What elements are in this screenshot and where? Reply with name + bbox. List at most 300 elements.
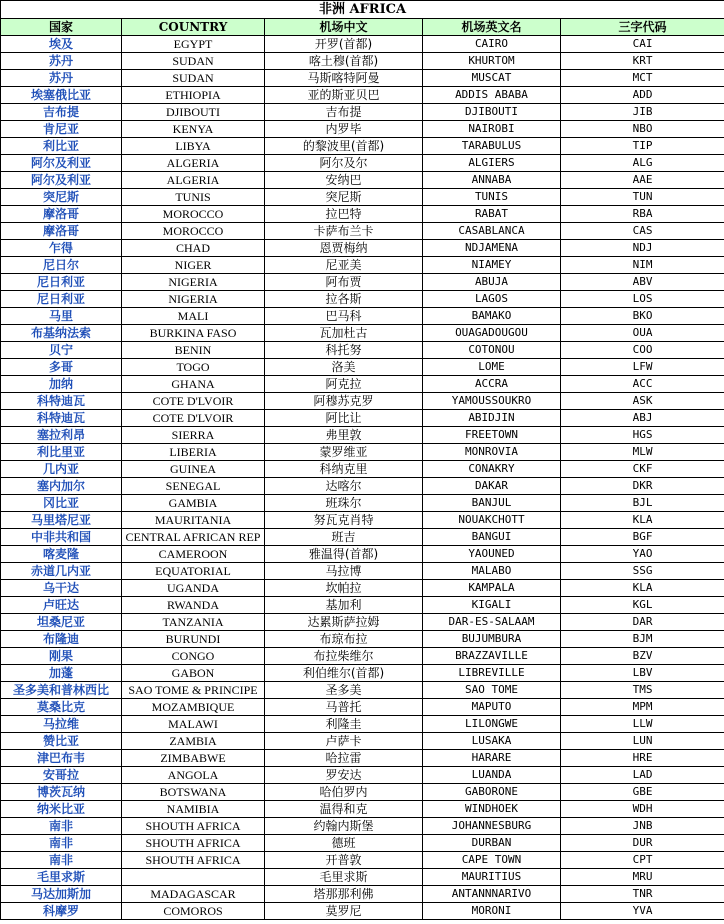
country-cn-cell[interactable]: 塞内加尔: [1, 478, 122, 495]
airport-en-cell[interactable]: HARARE: [423, 750, 561, 767]
country-cn-cell[interactable]: 马里: [1, 308, 122, 325]
country-en-cell[interactable]: LIBERIA: [122, 444, 265, 461]
table-row: [1, 325, 724, 342]
country-en-cell[interactable]: [122, 869, 265, 886]
country-cn-cell[interactable]: 吉布提: [1, 104, 122, 121]
airport-cn-cell[interactable]: 利伯维尔(首都): [265, 665, 423, 682]
iata-code-cell[interactable]: ASK: [561, 393, 724, 410]
iata-code-cell[interactable]: TNR: [561, 886, 724, 903]
country-en-cell[interactable]: GAMBIA: [122, 495, 265, 512]
country-en-cell[interactable]: COTE D'LVOIR: [122, 393, 265, 410]
iata-code-cell[interactable]: NBO: [561, 121, 724, 138]
airport-cn-cell[interactable]: 罗安达: [265, 767, 423, 784]
country-en-cell[interactable]: BURUNDI: [122, 631, 265, 648]
country-cn-cell[interactable]: 马拉维: [1, 716, 122, 733]
country-en-cell[interactable]: SIERRA: [122, 427, 265, 444]
country-cn-cell[interactable]: 几内亚: [1, 461, 122, 478]
airport-en-cell[interactable]: KIGALI: [423, 597, 561, 614]
airport-cn-cell[interactable]: 突尼斯: [265, 189, 423, 206]
country-en-cell[interactable]: CHAD: [122, 240, 265, 257]
country-cn-cell[interactable]: 马里塔尼亚: [1, 512, 122, 529]
airport-cn-cell[interactable]: 布琼布拉: [265, 631, 423, 648]
airport-en-cell[interactable]: OUAGADOUGOU: [423, 325, 561, 342]
country-cn-cell[interactable]: 南非: [1, 852, 122, 869]
country-en-cell[interactable]: MOROCCO: [122, 223, 265, 240]
iata-code-cell[interactable]: LAD: [561, 767, 724, 784]
country-en-cell[interactable]: COTE D'LVOIR: [122, 410, 265, 427]
iata-code-cell[interactable]: ACC: [561, 376, 724, 393]
airport-en-cell[interactable]: RABAT: [423, 206, 561, 223]
iata-code-cell[interactable]: BJM: [561, 631, 724, 648]
iata-code-cell[interactable]: MRU: [561, 869, 724, 886]
country-en-cell[interactable]: SHOUTH AFRICA: [122, 835, 265, 852]
table-row: [1, 189, 724, 206]
iata-code-cell[interactable]: ALG: [561, 155, 724, 172]
airport-cn-cell[interactable]: 瓦加杜古: [265, 325, 423, 342]
country-en-cell[interactable]: GHANA: [122, 376, 265, 393]
airport-en-cell[interactable]: NAIROBI: [423, 121, 561, 138]
airport-cn-cell[interactable]: 科纳克里: [265, 461, 423, 478]
airport-en-cell[interactable]: CASABLANCA: [423, 223, 561, 240]
title-row: [1, 1, 724, 19]
iata-code-cell[interactable]: DKR: [561, 478, 724, 495]
country-cn-cell[interactable]: 贝宁: [1, 342, 122, 359]
table-row: [1, 257, 724, 274]
iata-code-cell[interactable]: BKO: [561, 308, 724, 325]
country-cn-cell[interactable]: 卢旺达: [1, 597, 122, 614]
table-row: [1, 104, 724, 121]
airport-en-cell[interactable]: ABIDJIN: [423, 410, 561, 427]
country-cn-cell[interactable]: 加纳: [1, 376, 122, 393]
iata-code-cell[interactable]: COO: [561, 342, 724, 359]
country-en-cell[interactable]: NIGERIA: [122, 291, 265, 308]
iata-code-cell[interactable]: YVA: [561, 903, 724, 920]
iata-code-cell[interactable]: LBV: [561, 665, 724, 682]
table-row: [1, 818, 724, 835]
country-cn-cell[interactable]: 赞比亚: [1, 733, 122, 750]
country-en-cell[interactable]: TUNIS: [122, 189, 265, 206]
airport-en-cell[interactable]: LUANDA: [423, 767, 561, 784]
table-row: [1, 478, 724, 495]
table-row: [1, 835, 724, 852]
airport-en-cell[interactable]: TUNIS: [423, 189, 561, 206]
airport-en-cell[interactable]: GABORONE: [423, 784, 561, 801]
table-row: [1, 869, 724, 886]
iata-code-cell[interactable]: KLA: [561, 512, 724, 529]
country-en-cell[interactable]: SENEGAL: [122, 478, 265, 495]
table-row: [1, 308, 724, 325]
table-row: [1, 291, 724, 308]
table-row: [1, 70, 724, 87]
airport-en-cell[interactable]: LOME: [423, 359, 561, 376]
iata-code-cell[interactable]: TUN: [561, 189, 724, 206]
country-en-cell[interactable]: EQUATORIAL: [122, 563, 265, 580]
country-en-cell[interactable]: NIGER: [122, 257, 265, 274]
airport-en-cell[interactable]: CAPE TOWN: [423, 852, 561, 869]
country-cn-cell[interactable]: 埃塞俄比亚: [1, 87, 122, 104]
airport-en-cell[interactable]: KAMPALA: [423, 580, 561, 597]
iata-code-cell[interactable]: JIB: [561, 104, 724, 121]
airport-cn-cell[interactable]: 布拉柴维尔: [265, 648, 423, 665]
airport-cn-cell[interactable]: 基加利: [265, 597, 423, 614]
airport-cn-cell[interactable]: 达喀尔: [265, 478, 423, 495]
airport-en-cell[interactable]: LILONGWE: [423, 716, 561, 733]
airport-cn-cell[interactable]: 约翰内斯堡: [265, 818, 423, 835]
country-en-cell[interactable]: ANGOLA: [122, 767, 265, 784]
airport-cn-cell[interactable]: 拉各斯: [265, 291, 423, 308]
country-en-cell[interactable]: GABON: [122, 665, 265, 682]
country-cn-cell[interactable]: 冈比亚: [1, 495, 122, 512]
airport-en-cell[interactable]: BANJUL: [423, 495, 561, 512]
airport-en-cell[interactable]: ANNABA: [423, 172, 561, 189]
table-row: [1, 580, 724, 597]
table-row: [1, 767, 724, 784]
airport-en-cell[interactable]: DAR-ES-SALAAM: [423, 614, 561, 631]
country-en-cell[interactable]: MALI: [122, 308, 265, 325]
country-en-cell[interactable]: CAMEROON: [122, 546, 265, 563]
table-row: [1, 87, 724, 104]
country-en-cell[interactable]: ZIMBABWE: [122, 750, 265, 767]
country-cn-cell[interactable]: 南非: [1, 835, 122, 852]
country-en-cell[interactable]: ALGERIA: [122, 172, 265, 189]
airport-en-cell[interactable]: JOHANNESBURG: [423, 818, 561, 835]
country-cn-cell[interactable]: 中非共和国: [1, 529, 122, 546]
iata-code-cell[interactable]: LFW: [561, 359, 724, 376]
country-en-cell[interactable]: GUINEA: [122, 461, 265, 478]
airport-en-cell[interactable]: SAO TOME: [423, 682, 561, 699]
country-cn-cell[interactable]: 科摩罗: [1, 903, 122, 920]
airport-en-cell[interactable]: DAKAR: [423, 478, 561, 495]
iata-code-cell[interactable]: BGF: [561, 529, 724, 546]
country-cn-cell[interactable]: 尼日利亚: [1, 274, 122, 291]
country-cn-cell[interactable]: 圣多美和普林西比: [1, 682, 122, 699]
iata-code-cell[interactable]: CAS: [561, 223, 724, 240]
airport-en-cell[interactable]: FREETOWN: [423, 427, 561, 444]
header-country-cn[interactable]: 国家: [1, 19, 122, 36]
airport-en-cell[interactable]: MALABO: [423, 563, 561, 580]
airport-cn-cell[interactable]: 卢萨卡: [265, 733, 423, 750]
country-cn-cell[interactable]: 肯尼亚: [1, 121, 122, 138]
iata-code-cell[interactable]: LUN: [561, 733, 724, 750]
country-cn-cell[interactable]: 安哥拉: [1, 767, 122, 784]
airport-en-cell[interactable]: MONROVIA: [423, 444, 561, 461]
airport-cn-cell[interactable]: 尼亚美: [265, 257, 423, 274]
airport-en-cell[interactable]: NIAMEY: [423, 257, 561, 274]
country-en-cell[interactable]: ZAMBIA: [122, 733, 265, 750]
airport-cn-cell[interactable]: 阿穆苏克罗: [265, 393, 423, 410]
airport-cn-cell[interactable]: 马斯喀特阿曼: [265, 70, 423, 87]
airport-en-cell[interactable]: NOUAKCHOTT: [423, 512, 561, 529]
airport-en-cell[interactable]: ANTANNNARIVO: [423, 886, 561, 903]
airport-en-cell[interactable]: MAURITIUS: [423, 869, 561, 886]
country-en-cell[interactable]: MADAGASCAR: [122, 886, 265, 903]
country-cn-cell[interactable]: 喀麦隆: [1, 546, 122, 563]
country-en-cell[interactable]: SAO TOME & PRINCIPE: [122, 682, 265, 699]
header-country-en[interactable]: COUNTRY: [122, 19, 265, 36]
airport-cn-cell[interactable]: 阿尔及尔: [265, 155, 423, 172]
header-iata-code[interactable]: 三字代码: [561, 19, 724, 36]
airport-cn-cell[interactable]: 温得和克: [265, 801, 423, 818]
iata-code-cell[interactable]: TIP: [561, 138, 724, 155]
iata-code-cell[interactable]: MCT: [561, 70, 724, 87]
country-en-cell[interactable]: MOROCCO: [122, 206, 265, 223]
country-en-cell[interactable]: NAMIBIA: [122, 801, 265, 818]
airport-cn-cell[interactable]: 内罗毕: [265, 121, 423, 138]
country-en-cell[interactable]: MAURITANIA: [122, 512, 265, 529]
country-en-cell[interactable]: TANZANIA: [122, 614, 265, 631]
airport-en-cell[interactable]: LUSAKA: [423, 733, 561, 750]
country-cn-cell[interactable]: 纳米比亚: [1, 801, 122, 818]
country-cn-cell[interactable]: 赤道几内亚: [1, 563, 122, 580]
iata-code-cell[interactable]: NIM: [561, 257, 724, 274]
table-row: [1, 784, 724, 801]
iata-code-cell[interactable]: CPT: [561, 852, 724, 869]
sheet-title[interactable]: 非洲 AFRICA: [1, 1, 724, 19]
airport-cn-cell[interactable]: 哈伯罗内: [265, 784, 423, 801]
country-cn-cell[interactable]: 利比里亚: [1, 444, 122, 461]
airport-en-cell[interactable]: YAMOUSSOUKRO: [423, 393, 561, 410]
airport-en-cell[interactable]: ALGIERS: [423, 155, 561, 172]
iata-code-cell[interactable]: TMS: [561, 682, 724, 699]
country-en-cell[interactable]: ETHIOPIA: [122, 87, 265, 104]
airport-cn-cell[interactable]: 圣多美: [265, 682, 423, 699]
table-row: [1, 427, 724, 444]
iata-code-cell[interactable]: KRT: [561, 53, 724, 70]
country-cn-cell[interactable]: 加蓬: [1, 665, 122, 682]
table-row: [1, 546, 724, 563]
airport-cn-cell[interactable]: 吉布提: [265, 104, 423, 121]
country-en-cell[interactable]: SHOUTH AFRICA: [122, 818, 265, 835]
airport-en-cell[interactable]: DURBAN: [423, 835, 561, 852]
airport-en-cell[interactable]: NDJAMENA: [423, 240, 561, 257]
country-en-cell[interactable]: DJIBOUTI: [122, 104, 265, 121]
country-en-cell[interactable]: SUDAN: [122, 70, 265, 87]
country-en-cell[interactable]: BENIN: [122, 342, 265, 359]
iata-code-cell[interactable]: OUA: [561, 325, 724, 342]
country-cn-cell[interactable]: 马达加斯加: [1, 886, 122, 903]
iata-code-cell[interactable]: ADD: [561, 87, 724, 104]
iata-code-cell[interactable]: WDH: [561, 801, 724, 818]
airport-cn-cell[interactable]: 弗里敦: [265, 427, 423, 444]
iata-code-cell[interactable]: HGS: [561, 427, 724, 444]
table-row: [1, 376, 724, 393]
airport-cn-cell[interactable]: 卡萨布兰卡: [265, 223, 423, 240]
table-row: [1, 274, 724, 291]
iata-code-cell[interactable]: GBE: [561, 784, 724, 801]
country-en-cell[interactable]: BOTSWANA: [122, 784, 265, 801]
country-cn-cell[interactable]: 津巴布韦: [1, 750, 122, 767]
airport-en-cell[interactable]: ADDIS ABABA: [423, 87, 561, 104]
country-cn-cell[interactable]: 埃及: [1, 36, 122, 53]
iata-code-cell[interactable]: LLW: [561, 716, 724, 733]
country-cn-cell[interactable]: 博茨瓦纳: [1, 784, 122, 801]
airport-cn-cell[interactable]: 恩贾梅纳: [265, 240, 423, 257]
country-cn-cell[interactable]: 乍得: [1, 240, 122, 257]
country-cn-cell[interactable]: 摩洛哥: [1, 223, 122, 240]
country-cn-cell[interactable]: 毛里求斯: [1, 869, 122, 886]
table-row: [1, 903, 724, 920]
country-cn-cell[interactable]: 布隆迪: [1, 631, 122, 648]
airport-en-cell[interactable]: MAPUTO: [423, 699, 561, 716]
iata-code-cell[interactable]: JNB: [561, 818, 724, 835]
iata-code-cell[interactable]: DAR: [561, 614, 724, 631]
airport-en-cell[interactable]: CONAKRY: [423, 461, 561, 478]
airport-cn-cell[interactable]: 亚的斯亚贝巴: [265, 87, 423, 104]
airport-cn-cell[interactable]: 的黎波里(首都): [265, 138, 423, 155]
country-cn-cell[interactable]: 南非: [1, 818, 122, 835]
airport-cn-cell[interactable]: 毛里求斯: [265, 869, 423, 886]
airport-en-cell[interactable]: MORONI: [423, 903, 561, 920]
header-airport-cn[interactable]: 机场中文: [265, 19, 423, 36]
country-cn-cell[interactable]: 塞拉利昂: [1, 427, 122, 444]
country-en-cell[interactable]: COMOROS: [122, 903, 265, 920]
country-en-cell[interactable]: SHOUTH AFRICA: [122, 852, 265, 869]
country-cn-cell[interactable]: 尼日利亚: [1, 291, 122, 308]
iata-code-cell[interactable]: YAO: [561, 546, 724, 563]
country-en-cell[interactable]: UGANDA: [122, 580, 265, 597]
country-en-cell[interactable]: KENYA: [122, 121, 265, 138]
country-en-cell[interactable]: CENTRAL AFRICAN REP: [122, 529, 265, 546]
country-cn-cell[interactable]: 乌干达: [1, 580, 122, 597]
airport-en-cell[interactable]: MUSCAT: [423, 70, 561, 87]
iata-code-cell[interactable]: KGL: [561, 597, 724, 614]
airport-cn-cell[interactable]: 安纳巴: [265, 172, 423, 189]
country-cn-cell[interactable]: 尼日尔: [1, 257, 122, 274]
table-row: [1, 359, 724, 376]
iata-code-cell[interactable]: ABV: [561, 274, 724, 291]
airport-cn-cell[interactable]: 蒙罗维亚: [265, 444, 423, 461]
table-row: [1, 512, 724, 529]
header-airport-en[interactable]: 机场英文名: [423, 19, 561, 36]
airport-cn-cell[interactable]: 洛美: [265, 359, 423, 376]
airport-cn-cell[interactable]: 马普托: [265, 699, 423, 716]
airport-cn-cell[interactable]: 阿克拉: [265, 376, 423, 393]
country-en-cell[interactable]: MALAWI: [122, 716, 265, 733]
country-cn-cell[interactable]: 科特迪瓦: [1, 410, 122, 427]
country-cn-cell[interactable]: 阿尔及利亚: [1, 155, 122, 172]
table-row: [1, 852, 724, 869]
airport-cn-cell[interactable]: 阿布贾: [265, 274, 423, 291]
country-cn-cell[interactable]: 布基纳法索: [1, 325, 122, 342]
iata-code-cell[interactable]: ABJ: [561, 410, 724, 427]
airport-cn-cell[interactable]: 科托努: [265, 342, 423, 359]
country-cn-cell[interactable]: 刚果: [1, 648, 122, 665]
airport-cn-cell[interactable]: 努瓦克肖特: [265, 512, 423, 529]
iata-code-cell[interactable]: SSG: [561, 563, 724, 580]
country-en-cell[interactable]: LIBYA: [122, 138, 265, 155]
airport-en-cell[interactable]: BANGUI: [423, 529, 561, 546]
table-row: [1, 665, 724, 682]
country-en-cell[interactable]: CONGO: [122, 648, 265, 665]
airport-en-cell[interactable]: KHURTOM: [423, 53, 561, 70]
iata-code-cell[interactable]: RBA: [561, 206, 724, 223]
airport-en-cell[interactable]: LIBREVILLE: [423, 665, 561, 682]
table-row: [1, 138, 724, 155]
country-cn-cell[interactable]: 科特迪瓦: [1, 393, 122, 410]
airport-en-cell[interactable]: COTONOU: [423, 342, 561, 359]
airport-cn-cell[interactable]: 班吉: [265, 529, 423, 546]
iata-code-cell[interactable]: LOS: [561, 291, 724, 308]
country-en-cell[interactable]: EGYPT: [122, 36, 265, 53]
country-en-cell[interactable]: BURKINA FASO: [122, 325, 265, 342]
airport-cn-cell[interactable]: 喀土穆(首都): [265, 53, 423, 70]
country-en-cell[interactable]: MOZAMBIQUE: [122, 699, 265, 716]
country-cn-cell[interactable]: 苏丹: [1, 53, 122, 70]
airport-cn-cell[interactable]: 开罗(首都): [265, 36, 423, 53]
country-cn-cell[interactable]: 摩洛哥: [1, 206, 122, 223]
airport-en-cell[interactable]: WINDHOEK: [423, 801, 561, 818]
table-row: [1, 886, 724, 903]
airport-en-cell[interactable]: LAGOS: [423, 291, 561, 308]
table-row: [1, 716, 724, 733]
iata-code-cell[interactable]: MLW: [561, 444, 724, 461]
airport-en-cell[interactable]: DJIBOUTI: [423, 104, 561, 121]
country-cn-cell[interactable]: 突尼斯: [1, 189, 122, 206]
iata-code-cell[interactable]: AAE: [561, 172, 724, 189]
airport-cn-cell[interactable]: 马拉博: [265, 563, 423, 580]
country-cn-cell[interactable]: 阿尔及利亚: [1, 172, 122, 189]
table-row: [1, 206, 724, 223]
country-cn-cell[interactable]: 莫桑比克: [1, 699, 122, 716]
iata-code-cell[interactable]: DUR: [561, 835, 724, 852]
country-en-cell[interactable]: ALGERIA: [122, 155, 265, 172]
airport-en-cell[interactable]: BRAZZAVILLE: [423, 648, 561, 665]
iata-code-cell[interactable]: BJL: [561, 495, 724, 512]
iata-code-cell[interactable]: HRE: [561, 750, 724, 767]
airport-cn-cell[interactable]: 阿比让: [265, 410, 423, 427]
country-en-cell[interactable]: NIGERIA: [122, 274, 265, 291]
airport-cn-cell[interactable]: 德班: [265, 835, 423, 852]
airport-cn-cell[interactable]: 班珠尔: [265, 495, 423, 512]
airport-cn-cell[interactable]: 塔那那利佛: [265, 886, 423, 903]
table-row: [1, 36, 724, 53]
airport-en-cell[interactable]: BUJUMBURA: [423, 631, 561, 648]
country-en-cell[interactable]: SUDAN: [122, 53, 265, 70]
airport-cn-cell[interactable]: 莫罗尼: [265, 903, 423, 920]
iata-code-cell[interactable]: CAI: [561, 36, 724, 53]
airport-cn-cell[interactable]: 开普敦: [265, 852, 423, 869]
country-en-cell[interactable]: RWANDA: [122, 597, 265, 614]
country-cn-cell[interactable]: 坦桑尼亚: [1, 614, 122, 631]
iata-code-cell[interactable]: KLA: [561, 580, 724, 597]
table-row: [1, 699, 724, 716]
airport-en-cell[interactable]: ACCRA: [423, 376, 561, 393]
iata-code-cell[interactable]: CKF: [561, 461, 724, 478]
airport-en-cell[interactable]: CAIRO: [423, 36, 561, 53]
airport-en-cell[interactable]: BAMAKO: [423, 308, 561, 325]
airport-cn-cell[interactable]: 达累斯萨拉姆: [265, 614, 423, 631]
iata-code-cell[interactable]: MPM: [561, 699, 724, 716]
iata-code-cell[interactable]: BZV: [561, 648, 724, 665]
country-cn-cell[interactable]: 苏丹: [1, 70, 122, 87]
airport-cn-cell[interactable]: 利隆圭: [265, 716, 423, 733]
airport-en-cell[interactable]: TARABULUS: [423, 138, 561, 155]
airport-en-cell[interactable]: ABUJA: [423, 274, 561, 291]
table-row: [1, 393, 724, 410]
iata-code-cell[interactable]: NDJ: [561, 240, 724, 257]
airport-cn-cell[interactable]: 巴马科: [265, 308, 423, 325]
airport-cn-cell[interactable]: 拉巴特: [265, 206, 423, 223]
airport-cn-cell[interactable]: 坎帕拉: [265, 580, 423, 597]
header-row: [1, 19, 724, 36]
country-cn-cell[interactable]: 多哥: [1, 359, 122, 376]
table-row: [1, 563, 724, 580]
airport-cn-cell[interactable]: 哈拉雷: [265, 750, 423, 767]
country-en-cell[interactable]: TOGO: [122, 359, 265, 376]
airport-cn-cell[interactable]: 雅温得(首都): [265, 546, 423, 563]
country-cn-cell[interactable]: 利比亚: [1, 138, 122, 155]
airport-en-cell[interactable]: YAOUNED: [423, 546, 561, 563]
